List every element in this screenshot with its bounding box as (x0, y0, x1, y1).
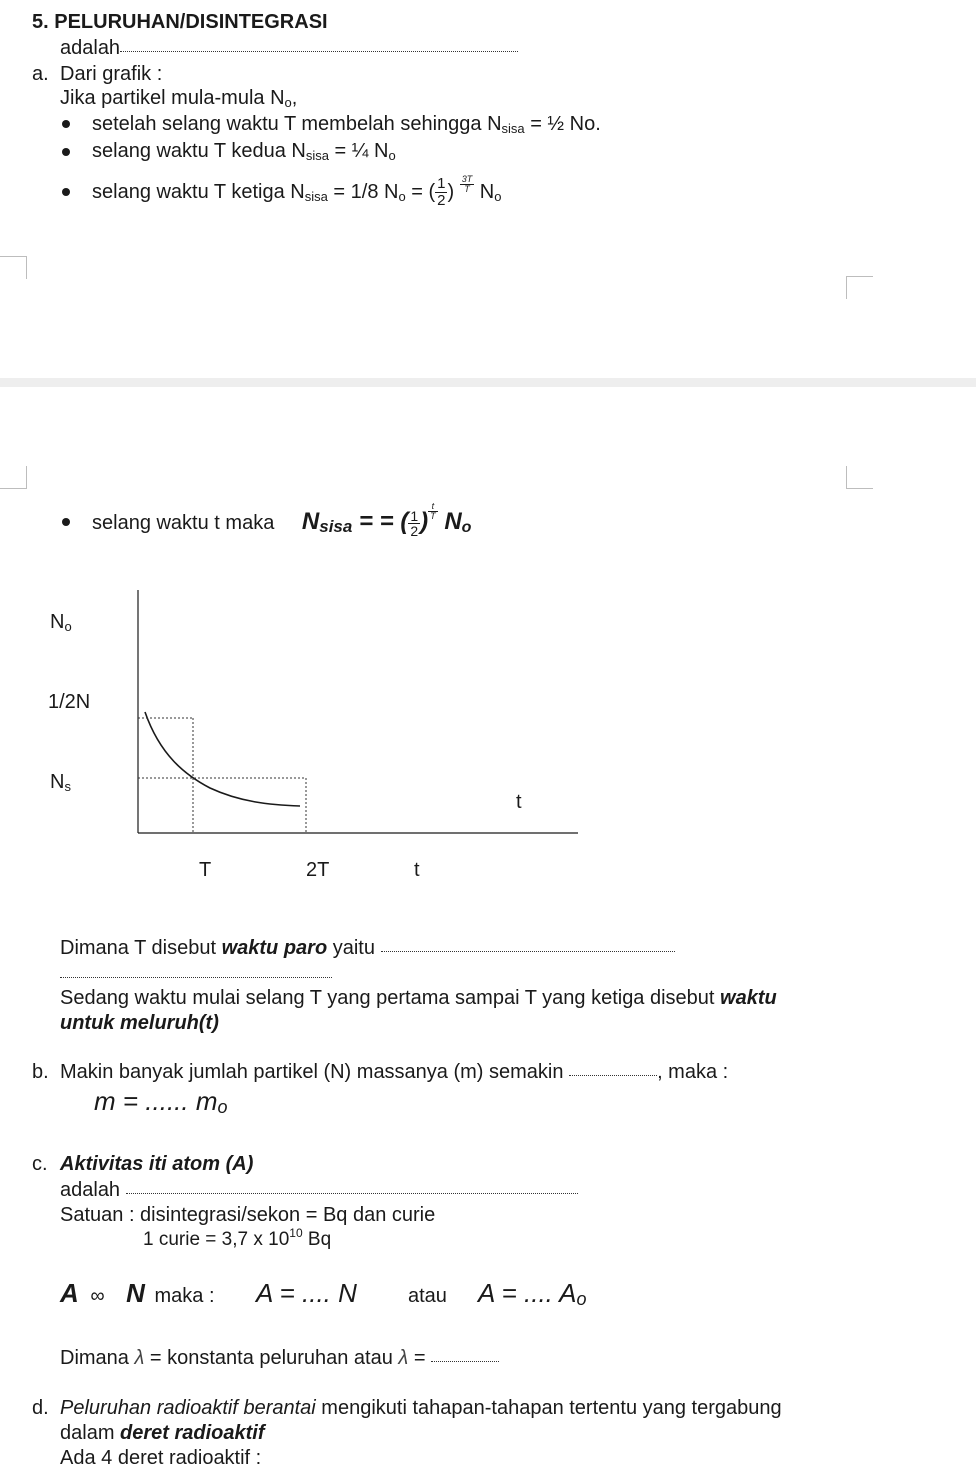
unit-line: Satuan : disintegrasi/sekon = Bq dan curie (60, 1204, 436, 1226)
page-corner-mark (846, 276, 873, 299)
blank-fill (120, 50, 518, 52)
bullet-2-text: selang waktu T kedua N (92, 140, 306, 162)
bullet-3-eq-sub: o (398, 189, 406, 204)
bullet-1 (92, 112, 601, 136)
page-separator (0, 378, 976, 387)
frac-den: 2 (437, 192, 446, 210)
y-label-no-sub: o (64, 619, 72, 634)
blank-fill (381, 950, 675, 952)
section-title: 5. PELURUHAN/DISINTEGRASI (32, 11, 328, 33)
part-b-label: b. (32, 1061, 49, 1083)
intro-end: , (291, 87, 298, 109)
activity-proportion (60, 1278, 215, 1309)
part-d-term: Peluruhan radioaktif berantai (60, 1397, 316, 1419)
blank-fill (60, 976, 332, 978)
decay-time-term: waktu (720, 987, 777, 1009)
bullet-3-tail: N (474, 181, 495, 203)
bullet-4-sub: sisa (319, 517, 353, 536)
decay-time-prefix: Sedang waktu mulai selang T yang pertama sampai T yang ketiga disebut (60, 987, 721, 1009)
curie-line (143, 1226, 332, 1252)
part-c-label: c. (32, 1153, 48, 1175)
maka-label: maka : (154, 1285, 215, 1307)
part-a-label: a. (32, 63, 49, 85)
half-life-continuation (60, 962, 332, 986)
bullet-icon (62, 518, 70, 526)
exponent-fraction (428, 502, 438, 522)
part-b-suffix: , maka : (657, 1061, 729, 1083)
prop-n: N (126, 1278, 145, 1308)
proportional-icon: ∞ (90, 1285, 105, 1307)
part-d-line-1 (60, 1396, 782, 1420)
y-label-half: 1/2N (48, 691, 91, 713)
bullet-1-text: setelah selang waktu T membelah sehingga N (92, 113, 502, 135)
part-b-text (60, 1060, 728, 1084)
half-life-suffix: yaitu (327, 937, 375, 959)
bullet-2-end: = ¼ N (328, 140, 389, 162)
bullet-1-sub: sisa (501, 121, 525, 136)
part-a-title: Dari grafik : (60, 63, 163, 85)
bullet-4: selang waktu t maka $N_{sisa}$ = = ( $\frac{1}{2}$ ) $\frac{t}{T}$ $N_o$ (92, 500, 472, 540)
frac-num: 1 (437, 175, 446, 193)
lambda-eq: = (408, 1347, 432, 1369)
half-life-line (60, 936, 675, 960)
bullet-icon (62, 148, 70, 156)
bullet-3-eq: = 1/8 N (327, 181, 399, 203)
fraction-half (408, 509, 420, 539)
exp-den: T (464, 184, 470, 194)
curie-exp: 10 (289, 1226, 303, 1240)
bullet-4-tail: N (437, 508, 462, 535)
bullet-4-n: N (301, 508, 320, 535)
page-corner-mark (0, 256, 27, 279)
exponent-fraction (460, 175, 475, 195)
y-label-no-text: N (50, 611, 65, 633)
bullet-3-eq2: = ( (405, 181, 436, 203)
bullet-3-text: selang waktu T ketiga N (92, 181, 305, 203)
bullet-2-sub: sisa (305, 148, 329, 163)
blank-fill (431, 1360, 499, 1362)
part-c-definition (60, 1178, 578, 1202)
decay-time-line-1 (60, 986, 777, 1010)
lambda-symbol: λ (134, 1347, 145, 1369)
activity-formula-2 (478, 1278, 587, 1309)
bullet-3-close: ) (447, 181, 455, 203)
definition-line (60, 36, 518, 60)
activity-formula-2-sub: o (576, 1289, 587, 1309)
lambda-line (60, 1346, 499, 1370)
half-life-prefix: Dimana T disebut (60, 937, 222, 959)
part-d-text: mengikuti tahapan-tahapan tertentu yang tergabung (315, 1397, 782, 1419)
bullet-1-end: = ½ No. (524, 113, 601, 135)
intro-text: Jika partikel mula-mula N (60, 87, 285, 109)
decay-time-line-2: untuk meluruh(t) (60, 1012, 219, 1034)
decay-curve (145, 712, 300, 806)
curie-suffix: Bq (302, 1229, 332, 1250)
mass-formula (94, 1086, 228, 1117)
part-d-line2-term: deret radioaktif (120, 1422, 265, 1444)
bullet-icon (62, 188, 70, 196)
half-life-term: waktu paro (221, 937, 328, 959)
prop-a: A (60, 1278, 79, 1308)
page-corner-mark (0, 466, 27, 489)
decay-graph (0, 580, 620, 860)
exp-num: t (428, 502, 438, 512)
part-d-label: d. (32, 1397, 49, 1419)
lambda-mid: = konstanta peluruhan atau (144, 1347, 399, 1369)
blank-fill (569, 1074, 657, 1076)
mass-formula-text: m = ...... m (94, 1086, 218, 1116)
bullet-icon (62, 120, 70, 128)
part-d-line-3: Ada 4 deret radioaktif : (60, 1447, 262, 1469)
x-label-t-end: t (414, 859, 420, 881)
bullet-3-sub: sisa (304, 189, 328, 204)
part-d-line-2 (60, 1421, 265, 1445)
bullet-4-tail-sub: o (461, 519, 472, 536)
part-c-title: Aktivitas iti atom (A) (60, 1153, 254, 1175)
part-b-prefix: Makin banyak jumlah partikel (N) massanya (m) semakin (60, 1061, 570, 1083)
activity-formula-2-text: A = .... A (478, 1278, 577, 1308)
frac-num: 1 (410, 507, 419, 524)
atau-label: atau (408, 1285, 447, 1307)
activity-formula-1: A = .... N (256, 1278, 357, 1308)
bullet-2-end-sub: o (388, 148, 396, 163)
mass-formula-sub: o (217, 1097, 228, 1117)
bullet-3-tail-sub: o (494, 189, 502, 204)
lambda-symbol: λ (398, 1347, 409, 1369)
adalah-label: adalah (60, 37, 121, 59)
intro-sub: o (284, 95, 292, 110)
bullet-4-text: selang waktu t maka (92, 512, 275, 534)
exp-num: 3T (461, 173, 473, 184)
bullet-3 (92, 170, 501, 214)
page-corner-mark (846, 466, 873, 489)
part-d-line2-prefix: dalam (60, 1422, 121, 1444)
y-label-ns-sub: s (64, 779, 71, 794)
curie-prefix: 1 curie = 3,7 x 10 (143, 1229, 290, 1250)
adalah-label: adalah (60, 1179, 121, 1201)
x-label-2t: 2T (306, 859, 330, 881)
frac-den: 2 (410, 523, 419, 540)
x-label-t: T (199, 859, 212, 881)
fraction-half (435, 176, 447, 209)
bullet-4-eq: = = ( (352, 508, 409, 535)
lambda-prefix: Dimana (60, 1347, 135, 1369)
part-a-intro (60, 86, 297, 110)
exp-den: T (430, 511, 436, 521)
bullet-2 (92, 139, 396, 163)
y-label-ns-text: N (50, 771, 65, 793)
t-label-right: t (516, 791, 522, 813)
blank-fill (126, 1192, 578, 1194)
